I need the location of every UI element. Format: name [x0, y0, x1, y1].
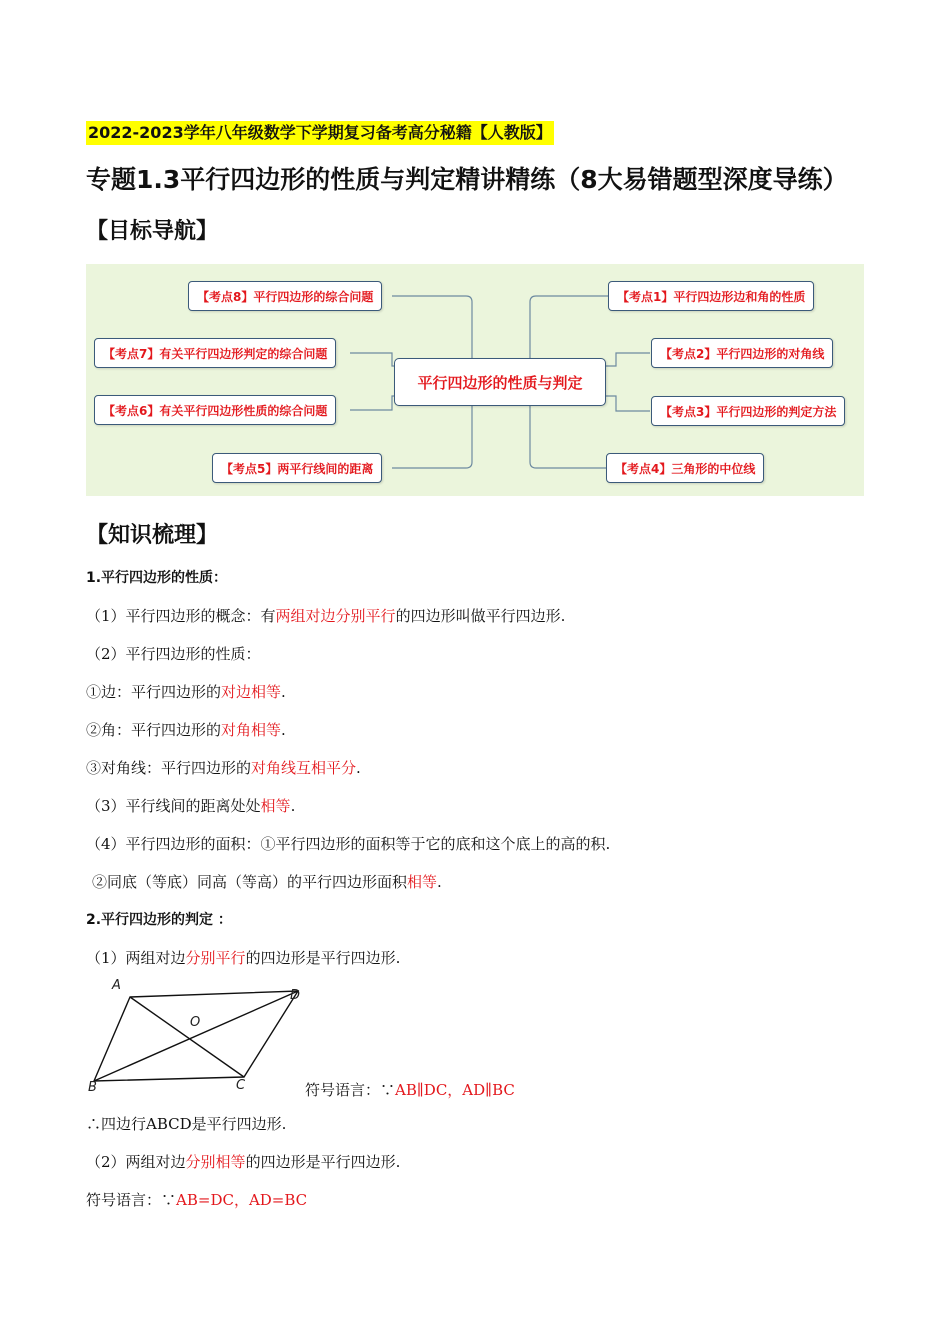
mindmap-node-topic-3: 【考点3】平行四边形的判定方法	[651, 396, 845, 426]
mindmap-node-topic-5: 【考点5】两平行线间的距离	[212, 453, 382, 483]
section-heading-knowledge: 【知识梳理】	[86, 523, 219, 548]
center-label-o: O	[190, 1015, 201, 1030]
paragraph-area-2: ②同底（等底）同高（等高）的平行四边形面积相等.	[92, 873, 442, 891]
paragraph-properties-title: （2）平行四边形的性质：	[86, 645, 261, 663]
mind-map	[86, 264, 864, 496]
highlight-text: 分别平行	[185, 949, 246, 967]
mindmap-center-node: 平行四边形的性质与判定	[394, 358, 606, 406]
paragraph-side-property: ①边：平行四边形的对边相等.	[86, 683, 286, 701]
paragraph-parallel-distance: （3）平行线间的距离处处相等.	[86, 797, 296, 815]
highlight-text: 分别相等	[185, 1153, 246, 1171]
paragraph-angle-property: ②角：平行四边形的对角相等.	[86, 721, 286, 739]
paragraph-criterion-2: （2）两组对边分别相等的四边形是平行四边形.	[86, 1153, 401, 1171]
mindmap-node-topic-7: 【考点7】有关平行四边形判定的综合问题	[94, 338, 336, 368]
mindmap-node-topic-6: 【考点6】有关平行四边形性质的综合问题	[94, 395, 336, 425]
vertex-label-b: B	[88, 1080, 97, 1095]
highlight-text: 对边相等	[221, 683, 282, 701]
mindmap-node-topic-4: 【考点4】三角形的中位线	[606, 453, 764, 483]
highlight-text: 两组对边分别平行	[275, 607, 396, 625]
paragraph-concept: （1）平行四边形的概念：有两组对边分别平行的四边形叫做平行四边形.	[86, 607, 566, 625]
highlight-text: 对角线互相平分	[251, 759, 357, 777]
series-header: 2022-2023学年八年级数学下学期复习备考高分秘籍【人教版】	[86, 121, 554, 145]
section-heading-nav: 【目标导航】	[86, 219, 219, 244]
paragraph-conclusion-1: ∴四边行ABCD是平行四边形.	[86, 1115, 287, 1133]
paragraph-area-1: （4）平行四边形的面积：①平行四边形的面积等于它的底和这个底上的高的积.	[86, 835, 611, 853]
parallelogram-figure	[86, 975, 316, 1100]
vertex-label-d: D	[290, 988, 301, 1003]
diagonal-ac	[130, 997, 244, 1077]
paragraph-diagonal-property: ③对角线：平行四边形的对角线互相平分.	[86, 759, 361, 777]
mindmap-node-topic-8: 【考点8】平行四边形的综合问题	[188, 281, 382, 311]
highlight-text: AB=DC，AD=BC	[176, 1191, 308, 1209]
subsection-heading-properties: 1.平行四边形的性质：	[86, 570, 228, 586]
diagonal-bd	[94, 991, 298, 1081]
document-title: 专题1.3平行四边形的性质与判定精讲精练（8大易错题型深度导练）	[86, 165, 848, 194]
highlight-text: AB∥DC，AD∥BC	[395, 1081, 515, 1099]
highlight-text: 对角相等	[221, 721, 282, 739]
mindmap-node-topic-1: 【考点1】平行四边形边和角的性质	[608, 281, 814, 311]
highlight-text: 相等	[407, 873, 438, 891]
vertex-label-c: C	[236, 1078, 246, 1093]
subsection-heading-criteria: 2.平行四边形的判定 ：	[86, 912, 232, 928]
paragraph-criterion-1: （1）两组对边分别平行的四边形是平行四边形.	[86, 949, 401, 967]
vertex-label-a: A	[112, 978, 121, 993]
symbol-language-2: 符号语言：∵AB=DC，AD=BC	[86, 1191, 308, 1209]
highlight-text: 相等	[260, 797, 291, 815]
mindmap-node-topic-2: 【考点2】平行四边形的对角线	[651, 338, 833, 368]
symbol-language-1: 符号语言：∵AB∥DC，AD∥BC	[305, 1081, 515, 1099]
